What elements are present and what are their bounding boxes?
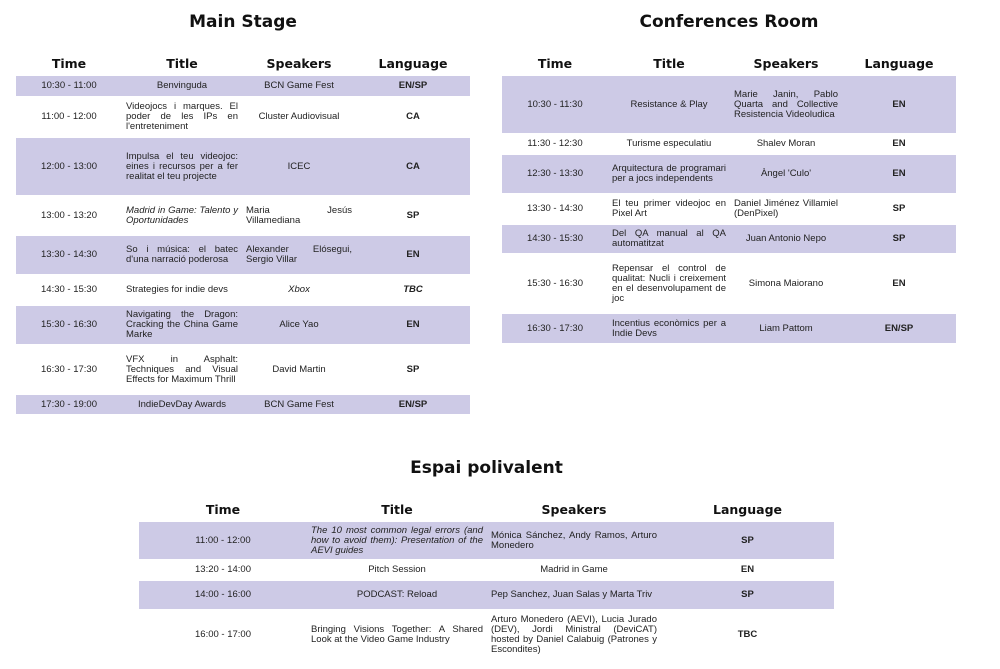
speakers-cell: Pep Sanchez, Juan Salas y Marta Triv bbox=[487, 580, 661, 610]
title-cell: Madrid in Game: Talento y Oportunidades bbox=[122, 196, 242, 235]
table-row bbox=[16, 75, 470, 97]
time-cell: 14:00 - 16:00 bbox=[139, 580, 307, 610]
conferences-room-section bbox=[502, 10, 956, 350]
speakers-cell: Maria Jesús Villamediana bbox=[242, 196, 356, 235]
header-title: Title bbox=[381, 502, 413, 517]
conferences-room-table bbox=[502, 53, 956, 343]
time-cell: 14:30 - 15:30 bbox=[502, 224, 608, 254]
time-cell: 10:30 - 11:00 bbox=[16, 75, 122, 97]
language-cell: EN bbox=[842, 254, 956, 313]
language-cell: SP bbox=[356, 345, 470, 394]
espai-polivalent-table bbox=[139, 499, 834, 658]
speakers-cell: Àngel 'Culo' bbox=[730, 154, 842, 194]
time-cell: 14:30 - 15:30 bbox=[16, 275, 122, 305]
speakers-cell: Alexander Elósegui, Sergio Villar bbox=[242, 235, 356, 275]
language-cell: EN bbox=[356, 305, 470, 345]
main-stage-section bbox=[16, 10, 470, 420]
table-row bbox=[16, 345, 470, 394]
title-cell: Resistance & Play bbox=[608, 75, 730, 134]
title-cell: Turisme especulatiu bbox=[608, 134, 730, 154]
time-cell: 12:30 - 13:30 bbox=[502, 154, 608, 194]
language-cell: EN/SP bbox=[356, 75, 470, 97]
speakers-cell: Mónica Sánchez, Andy Ramos, Arturo Monedero bbox=[487, 521, 661, 560]
language-cell: EN bbox=[842, 154, 956, 194]
title-cell: Navigating the Dragon: Cracking the China Game Marke bbox=[122, 305, 242, 345]
time-cell: 17:30 - 19:00 bbox=[16, 394, 122, 414]
language-cell: EN bbox=[842, 75, 956, 134]
title-cell: So i música: el batec d'una narració poderosa bbox=[122, 235, 242, 275]
table-row bbox=[16, 97, 470, 137]
table-row bbox=[502, 75, 956, 134]
title-cell: Bringing Visions Together: A Shared Look at the Video Game Industry bbox=[307, 610, 487, 658]
header-language: Language bbox=[864, 56, 934, 71]
table-row bbox=[16, 305, 470, 345]
speakers-cell: Liam Pattom bbox=[730, 313, 842, 343]
time-cell: 15:30 - 16:30 bbox=[502, 254, 608, 313]
language-cell: SP bbox=[842, 194, 956, 224]
title-cell: Videojocs i marques. El poder de les IPs en l'entreteniment bbox=[122, 97, 242, 137]
title-cell: Impulsa el teu videojoc: eines i recursos per a fer realitat el teu projecte bbox=[122, 137, 242, 196]
table-row bbox=[16, 235, 470, 275]
header-time: Time bbox=[537, 56, 573, 71]
main-stage-title: Main Stage bbox=[189, 12, 297, 32]
language-cell: SP bbox=[661, 580, 834, 610]
speakers-cell: BCN Game Fest bbox=[242, 75, 356, 97]
header-title: Title bbox=[166, 56, 198, 71]
table-row bbox=[139, 610, 834, 658]
header-time: Time bbox=[51, 56, 87, 71]
language-cell: SP bbox=[356, 196, 470, 235]
title-cell: PODCAST: Reload bbox=[307, 580, 487, 610]
language-cell: CA bbox=[356, 97, 470, 137]
title-cell: Benvinguda bbox=[122, 75, 242, 97]
title-cell: The 10 most common legal errors (and how to avoid them): Presentation of the AEVI guides bbox=[307, 521, 487, 560]
title-cell: IndieDevDay Awards bbox=[122, 394, 242, 414]
conferences-room-title: Conferences Room bbox=[639, 12, 819, 32]
time-cell: 13:30 - 14:30 bbox=[502, 194, 608, 224]
speakers-cell: Madrid in Game bbox=[487, 560, 661, 580]
time-cell: 13:00 - 13:20 bbox=[16, 196, 122, 235]
espai-polivalent-title: Espai polivalent bbox=[410, 458, 563, 478]
language-cell: TBC bbox=[356, 275, 470, 305]
language-cell: CA bbox=[356, 137, 470, 196]
table-row bbox=[139, 521, 834, 560]
time-cell: 16:00 - 17:00 bbox=[139, 610, 307, 658]
time-cell: 11:00 - 12:00 bbox=[139, 521, 307, 560]
speakers-cell: Shalev Moran bbox=[730, 134, 842, 154]
time-cell: 10:30 - 11:30 bbox=[502, 75, 608, 134]
table-row bbox=[139, 560, 834, 580]
header-title: Title bbox=[653, 56, 685, 71]
time-cell: 15:30 - 16:30 bbox=[16, 305, 122, 345]
header-language: Language bbox=[712, 502, 782, 517]
language-cell: EN bbox=[356, 235, 470, 275]
time-cell: 13:20 - 14:00 bbox=[139, 560, 307, 580]
language-cell: EN/SP bbox=[356, 394, 470, 414]
title-cell: Arquitectura de programari per a jocs independents bbox=[608, 154, 730, 194]
header-time: Time bbox=[205, 502, 241, 517]
language-cell: EN/SP bbox=[842, 313, 956, 343]
speakers-cell: Arturo Monedero (AEVI), Lucia Jurado (DEV), Jordi Ministral (DeviCAT) hosted by Daniel Calabuig (Patrones y Escondites) bbox=[487, 610, 661, 658]
table-row bbox=[502, 154, 956, 194]
table-row bbox=[502, 134, 956, 154]
table-header-row bbox=[502, 53, 956, 75]
header-speakers: Speakers bbox=[266, 56, 332, 71]
speakers-cell: Cluster Audiovisual bbox=[242, 97, 356, 137]
speakers-cell: Simona Maiorano bbox=[730, 254, 842, 313]
title-cell: Del QA manual al QA automatitzat bbox=[608, 224, 730, 254]
time-cell: 11:00 - 12:00 bbox=[16, 97, 122, 137]
time-cell: 13:30 - 14:30 bbox=[16, 235, 122, 275]
time-cell: 11:30 - 12:30 bbox=[502, 134, 608, 154]
language-cell: TBC bbox=[661, 610, 834, 658]
time-cell: 16:30 - 17:30 bbox=[502, 313, 608, 343]
language-cell: SP bbox=[661, 521, 834, 560]
title-cell: Pitch Session bbox=[307, 560, 487, 580]
table-row bbox=[16, 137, 470, 196]
table-row bbox=[16, 275, 470, 305]
table-header-row bbox=[16, 53, 470, 75]
header-speakers: Speakers bbox=[541, 502, 607, 517]
table-row bbox=[16, 196, 470, 235]
title-cell: VFX in Asphalt: Techniques and Visual Effects for Maximum Thrill bbox=[122, 345, 242, 394]
language-cell: EN bbox=[842, 134, 956, 154]
speakers-cell: Juan Antonio Nepo bbox=[730, 224, 842, 254]
speakers-cell: ICEC bbox=[242, 137, 356, 196]
table-row bbox=[502, 224, 956, 254]
table-row bbox=[139, 580, 834, 610]
speakers-cell: Xbox bbox=[242, 275, 356, 305]
speakers-cell: Daniel Jiménez Villamiel (DenPixel) bbox=[730, 194, 842, 224]
time-cell: 12:00 - 13:00 bbox=[16, 137, 122, 196]
title-cell: Repensar el control de qualitat: Nucli i creixement en el desenvolupament de joc bbox=[608, 254, 730, 313]
espai-polivalent-section bbox=[139, 452, 834, 666]
table-header-row bbox=[139, 499, 834, 521]
title-cell: Incentius econòmics per a Indie Devs bbox=[608, 313, 730, 343]
title-cell: El teu primer videojoc en Pixel Art bbox=[608, 194, 730, 224]
speakers-cell: Marie Janin, Pablo Quarta and Collective Resistencia Videoludica bbox=[730, 75, 842, 134]
language-cell: EN bbox=[661, 560, 834, 580]
speakers-cell: BCN Game Fest bbox=[242, 394, 356, 414]
header-speakers: Speakers bbox=[753, 56, 819, 71]
table-row bbox=[502, 313, 956, 343]
table-row bbox=[16, 394, 470, 414]
table-row bbox=[502, 194, 956, 224]
header-language: Language bbox=[378, 56, 448, 71]
title-cell: Strategies for indie devs bbox=[122, 275, 242, 305]
main-stage-table bbox=[16, 53, 470, 414]
table-row bbox=[502, 254, 956, 313]
language-cell: SP bbox=[842, 224, 956, 254]
speakers-cell: Alice Yao bbox=[242, 305, 356, 345]
speakers-cell: David Martin bbox=[242, 345, 356, 394]
time-cell: 16:30 - 17:30 bbox=[16, 345, 122, 394]
